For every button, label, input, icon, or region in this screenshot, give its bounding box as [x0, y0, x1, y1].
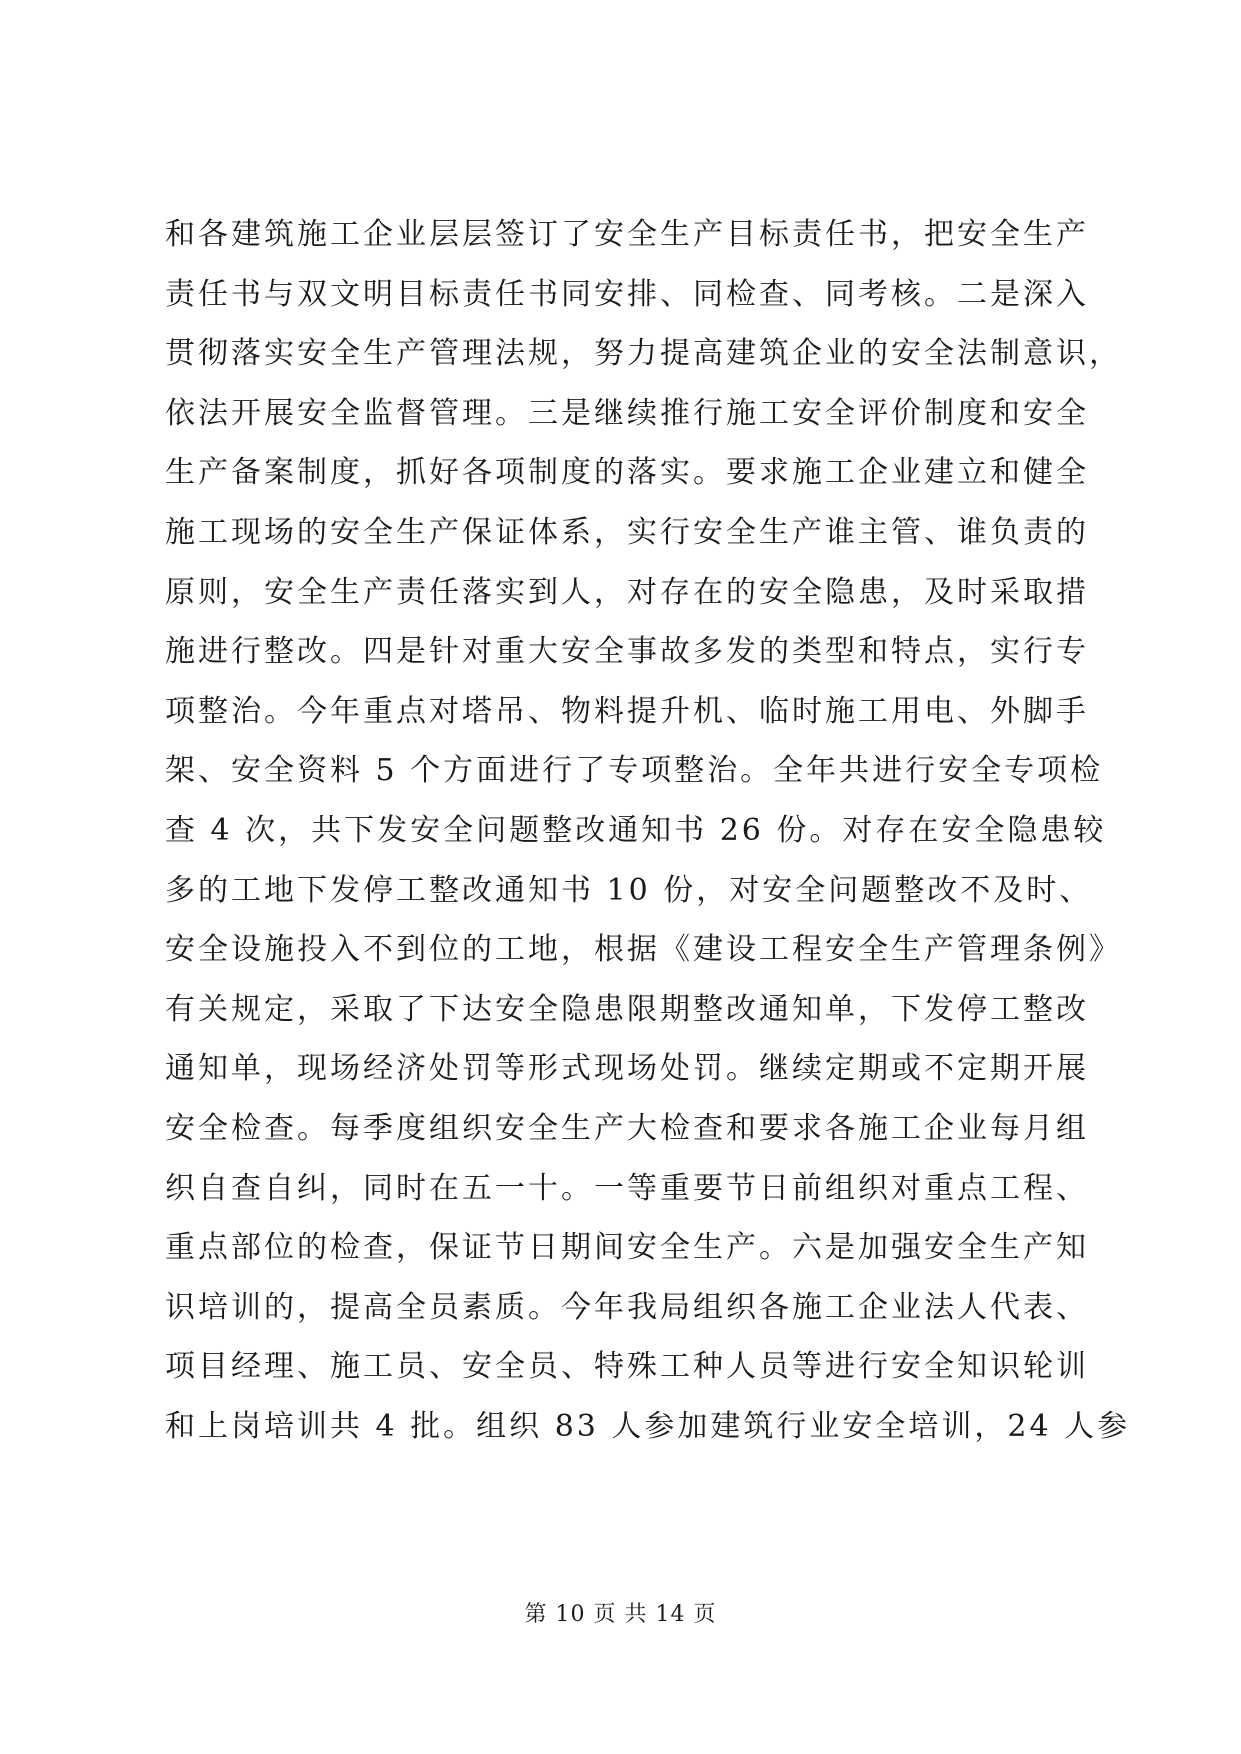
- text-line: 施工现场的安全生产保证体系，实行安全生产谁主管、谁负责的: [165, 514, 1089, 550]
- text-line: 查 4 次，共下发安全问题整改通知书 26 份。对存在安全隐患较: [165, 812, 1107, 848]
- text-line: 织自查自纠，同时在五一十。一等重要节日前组织对重点工程、: [165, 1170, 1089, 1206]
- text-line: 通知单，现场经济处罚等形式现场处罚。继续定期或不定期开展: [165, 1051, 1089, 1087]
- text-line: 安全设施投入不到位的工地，根据《建设工程安全生产管理条例》: [165, 932, 1122, 968]
- text-line: 有关规定，采取了下达安全隐患限期整改通知单，下发停工整改: [165, 991, 1089, 1027]
- text-line: 和各建筑施工企业层层签订了安全生产目标责任书，把安全生产: [165, 217, 1089, 252]
- text-line: 项整治。今年重点对塔吊、物料提升机、临时施工用电、外脚手: [165, 693, 1089, 729]
- text-line: 责任书与双文明目标责任书同安排、同检查、同考核。二是深入: [165, 276, 1089, 312]
- body-text: [165, 205, 1131, 1456]
- text-line: 原则，安全生产责任落实到人，对存在的安全隐患，及时采取措: [165, 574, 1089, 610]
- text-line: 贯彻落实安全生产管理法规，努力提高建筑企业的安全法制意识，: [165, 336, 1122, 372]
- text-line: 施进行整改。四是针对重大安全事故多发的类型和特点，实行专: [165, 634, 1089, 670]
- text-line: 重点部位的检查，保证节日期间安全生产。六是加强安全生产知: [165, 1230, 1089, 1266]
- text-line: 项目经理、施工员、安全员、特殊工种人员等进行安全知识轮训: [165, 1349, 1089, 1385]
- text-line: 识培训的，提高全员素质。今年我局组织各施工企业法人代表、: [165, 1289, 1089, 1325]
- page-number-footer: 第 10 页 共 14 页: [524, 1602, 717, 1627]
- text-line: 生产备案制度，抓好各项制度的落实。要求施工企业建立和健全: [165, 455, 1089, 491]
- text-line: 依法开展安全监督管理。三是继续推行施工安全评价制度和安全: [165, 395, 1089, 431]
- text-line: 和上岗培训共 4 批。组织 83 人参加建筑行业安全培训，24 人参: [165, 1408, 1131, 1444]
- text-line: 安全检查。每季度组织安全生产大检查和要求各施工企业每月组: [165, 1110, 1089, 1146]
- text-line: 多的工地下发停工整改通知书 10 份，对安全问题整改不及时、: [165, 872, 1093, 908]
- text-line: 架、安全资料 5 个方面进行了专项整治。全年共进行安全专项检: [165, 753, 1104, 789]
